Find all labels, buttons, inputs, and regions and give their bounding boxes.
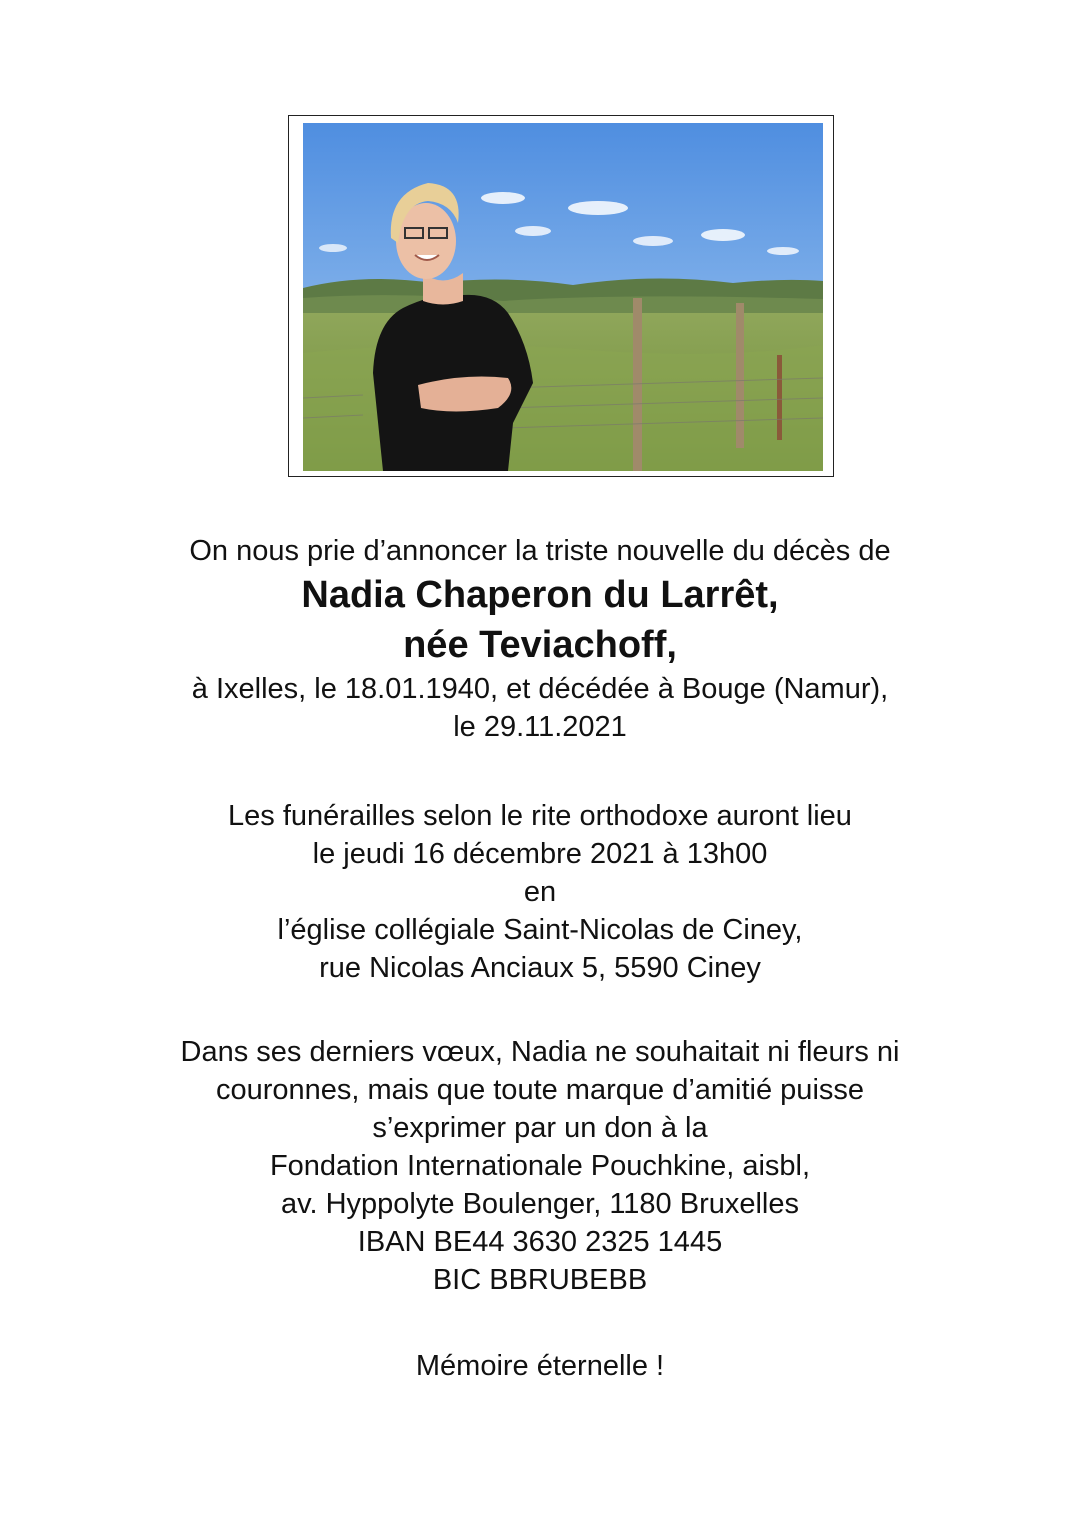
funeral-block (0, 797, 1080, 987)
funeral-line-en: en (523, 876, 557, 908)
maiden-name: née Teviachoff, (403, 624, 677, 666)
funeral-date-line: le jeudi 16 décembre 2021 à 13h00 (312, 838, 768, 870)
iban-line: IBAN BE44 3630 2325 1445 (357, 1226, 723, 1258)
death-date-line: le 29.11.2021 (453, 711, 627, 743)
closing-block (0, 1347, 1080, 1385)
birth-death-line: à Ixelles, le 18.01.1940, et décédée à Bouge (Namur), (191, 673, 889, 705)
wishes-line-2: couronnes, mais que toute marque d’amitié puisse (215, 1074, 865, 1106)
closing-line: Mémoire éternelle ! (415, 1350, 665, 1382)
funeral-address-line: rue Nicolas Anciaux 5, 5590 Ciney (319, 952, 761, 984)
announcement-block (0, 532, 1080, 746)
foundation-address: av. Hyppolyte Boulenger, 1180 Bruxelles (280, 1188, 800, 1220)
wishes-line-3: s’exprimer par un don à la (372, 1112, 708, 1144)
foundation-name: Fondation Internationale Pouchkine, aisbl, (269, 1150, 811, 1182)
deceased-name: Nadia Chaperon du Larrêt, (301, 574, 779, 616)
wishes-block (0, 1033, 1080, 1299)
bic-line: BIC BBRUBEBB (432, 1264, 648, 1296)
portrait-photo-frame (288, 115, 834, 477)
wishes-line-1: Dans ses derniers vœux, Nadia ne souhaitait ni fleurs ni (180, 1036, 900, 1068)
funeral-church-line: l’église collégiale Saint-Nicolas de Ciney, (277, 914, 803, 946)
portrait-photo (303, 123, 823, 471)
funeral-line-1: Les funérailles selon le rite orthodoxe auront lieu (228, 800, 852, 832)
announcement-intro: On nous prie d’annoncer la triste nouvelle du décès de (189, 535, 891, 567)
